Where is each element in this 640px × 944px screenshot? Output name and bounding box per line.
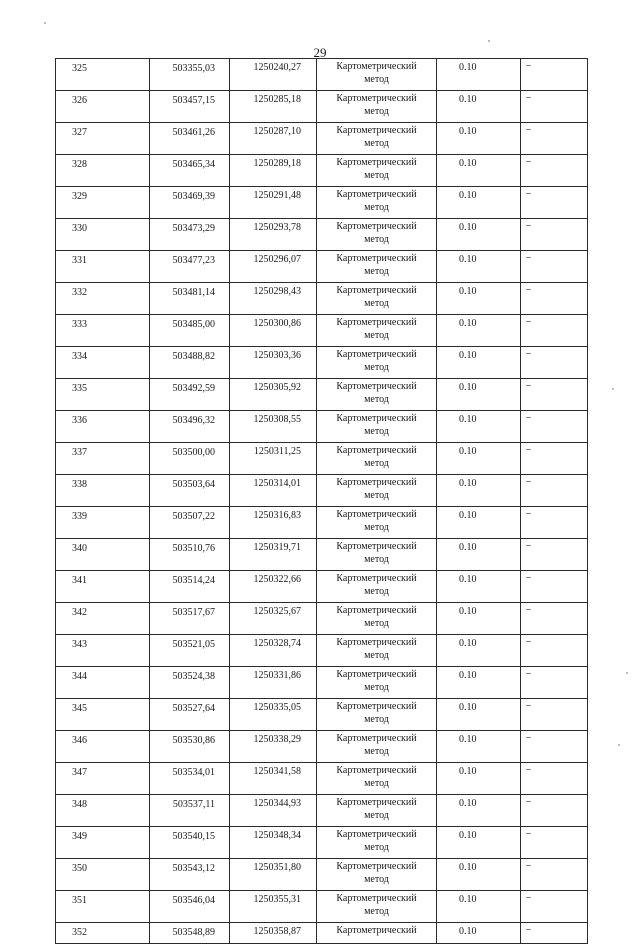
method-cell (317, 155, 437, 187)
coordinate-x: 503492,59 (150, 379, 230, 411)
point-number: 325 (56, 59, 150, 91)
description-dash: – (521, 91, 588, 123)
tolerance-value: 0.10 (437, 891, 521, 923)
coordinates-table (55, 58, 588, 944)
table-row (56, 187, 588, 219)
coordinate-y: 1250335,05 (230, 699, 317, 731)
coordinate-x: 503457,15 (150, 91, 230, 123)
coordinate-y: 1250348,34 (230, 827, 317, 859)
table-row (56, 475, 588, 507)
coordinate-x: 503477,23 (150, 251, 230, 283)
coordinate-y: 1250293,78 (230, 219, 317, 251)
point-number: 337 (56, 443, 150, 475)
coordinate-y: 1250314,01 (230, 475, 317, 507)
table-row (56, 411, 588, 443)
coordinate-y: 1250331,86 (230, 667, 317, 699)
coordinate-y: 1250322,66 (230, 571, 317, 603)
point-number: 335 (56, 379, 150, 411)
table-row (56, 347, 588, 379)
scan-speck (626, 672, 628, 674)
method-line-1: Картометрический (336, 573, 417, 584)
description-dash: – (521, 795, 588, 827)
coordinate-y: 1250355,31 (230, 891, 317, 923)
tolerance-value: 0.10 (437, 795, 521, 827)
tolerance-value: 0.10 (437, 539, 521, 571)
method-line-1: Картометрический (336, 253, 417, 264)
coordinate-y: 1250338,29 (230, 731, 317, 763)
method-cell (317, 507, 437, 539)
method-line-2: метод (364, 906, 389, 917)
description-dash: – (521, 859, 588, 891)
method-line-1: Картометрический (336, 733, 417, 744)
method-line-1: Картометрический (336, 445, 417, 456)
coordinate-y: 1250344,93 (230, 795, 317, 827)
method-line-2: метод (364, 778, 389, 789)
point-number: 347 (56, 763, 150, 795)
coordinate-y: 1250351,80 (230, 859, 317, 891)
method-cell (317, 379, 437, 411)
method-line-2: метод (364, 426, 389, 437)
coordinate-y: 1250305,92 (230, 379, 317, 411)
method-line-2: метод (364, 842, 389, 853)
method-line-1: Картометрический (336, 189, 417, 200)
description-dash: – (521, 763, 588, 795)
coordinate-y: 1250289,18 (230, 155, 317, 187)
description-dash: – (521, 731, 588, 763)
point-number: 331 (56, 251, 150, 283)
table-row (56, 667, 588, 699)
point-number: 349 (56, 827, 150, 859)
point-number: 339 (56, 507, 150, 539)
coordinate-x: 503548,89 (150, 923, 230, 944)
scan-speck (44, 22, 46, 24)
table-row (56, 283, 588, 315)
method-line-1: Картометрический (336, 157, 417, 168)
page-number: 29 (313, 45, 327, 60)
method-cell (317, 763, 437, 795)
coordinate-y: 1250358,87 (230, 923, 317, 944)
coordinate-x: 503469,39 (150, 187, 230, 219)
method-line-2: метод (364, 490, 389, 501)
point-number: 350 (56, 859, 150, 891)
method-line-1: Картометрический (336, 605, 417, 616)
method-line-2: метод (364, 714, 389, 725)
tolerance-value: 0.10 (437, 859, 521, 891)
coordinate-x: 503496,32 (150, 411, 230, 443)
coordinate-y: 1250311,25 (230, 443, 317, 475)
method-cell (317, 411, 437, 443)
point-number: 341 (56, 571, 150, 603)
scan-speck (612, 388, 614, 390)
tolerance-value: 0.10 (437, 635, 521, 667)
method-cell (317, 731, 437, 763)
method-cell (317, 251, 437, 283)
coordinate-x: 503521,05 (150, 635, 230, 667)
description-dash: – (521, 539, 588, 571)
coordinate-y: 1250240,27 (230, 59, 317, 91)
method-line-1: Картометрический (336, 637, 417, 648)
tolerance-value: 0.10 (437, 571, 521, 603)
method-line-2: метод (364, 138, 389, 149)
coordinate-y: 1250300,86 (230, 315, 317, 347)
coordinate-x: 503537,11 (150, 795, 230, 827)
table-row (56, 763, 588, 795)
method-line-1: Картометрический (336, 893, 417, 904)
coordinate-x: 503507,22 (150, 507, 230, 539)
point-number: 346 (56, 731, 150, 763)
description-dash: – (521, 507, 588, 539)
description-dash: – (521, 891, 588, 923)
point-number: 336 (56, 411, 150, 443)
method-line-2: метод (364, 298, 389, 309)
method-line-2: метод (364, 106, 389, 117)
point-number: 342 (56, 603, 150, 635)
point-number: 351 (56, 891, 150, 923)
description-dash: – (521, 475, 588, 507)
method-line-2: метод (364, 554, 389, 565)
description-dash: – (521, 219, 588, 251)
description-dash: – (521, 603, 588, 635)
method-line-1: Картометрический (336, 221, 417, 232)
scan-speck (618, 744, 620, 746)
method-cell (317, 923, 437, 944)
method-line-2: метод (364, 74, 389, 85)
description-dash: – (521, 699, 588, 731)
description-dash: – (521, 635, 588, 667)
table-row (56, 251, 588, 283)
description-dash: – (521, 315, 588, 347)
method-cell (317, 347, 437, 379)
point-number: 330 (56, 219, 150, 251)
coordinate-y: 1250287,10 (230, 123, 317, 155)
coordinate-x: 503524,38 (150, 667, 230, 699)
coordinate-x: 503527,64 (150, 699, 230, 731)
coordinate-y: 1250296,07 (230, 251, 317, 283)
method-line-2: метод (364, 522, 389, 533)
tolerance-value: 0.10 (437, 315, 521, 347)
coordinate-x: 503543,12 (150, 859, 230, 891)
tolerance-value: 0.10 (437, 251, 521, 283)
tolerance-value: 0.10 (437, 731, 521, 763)
tolerance-value: 0.10 (437, 187, 521, 219)
tolerance-value: 0.10 (437, 219, 521, 251)
method-line-2: метод (364, 682, 389, 693)
method-cell (317, 635, 437, 667)
tolerance-value: 0.10 (437, 507, 521, 539)
tolerance-value: 0.10 (437, 443, 521, 475)
method-line-1: Картометрический (336, 509, 417, 520)
point-number: 345 (56, 699, 150, 731)
table-row (56, 539, 588, 571)
method-line-1: Картометрический (336, 61, 417, 72)
description-dash: – (521, 411, 588, 443)
coordinate-y: 1250319,71 (230, 539, 317, 571)
scan-speck (488, 40, 490, 42)
tolerance-value: 0.10 (437, 475, 521, 507)
method-line-2: метод (364, 202, 389, 213)
tolerance-value: 0.10 (437, 603, 521, 635)
point-number: 334 (56, 347, 150, 379)
tolerance-value: 0.10 (437, 59, 521, 91)
table-row (56, 219, 588, 251)
method-cell (317, 571, 437, 603)
method-line-1: Картометрический (336, 285, 417, 296)
tolerance-value: 0.10 (437, 155, 521, 187)
method-line-1: Картометрический (336, 829, 417, 840)
method-line-1: Картометрический (336, 93, 417, 104)
table-row (56, 379, 588, 411)
point-number: 348 (56, 795, 150, 827)
method-line-2: метод (364, 810, 389, 821)
method-line-2: метод (364, 650, 389, 661)
description-dash: – (521, 923, 588, 944)
method-line-2: метод (364, 170, 389, 181)
description-dash: – (521, 283, 588, 315)
method-line-1: Картометрический (336, 317, 417, 328)
coordinate-x: 503473,29 (150, 219, 230, 251)
coordinate-x: 503355,03 (150, 59, 230, 91)
tolerance-value: 0.10 (437, 827, 521, 859)
point-number: 326 (56, 91, 150, 123)
point-number: 338 (56, 475, 150, 507)
table-row (56, 155, 588, 187)
point-number: 343 (56, 635, 150, 667)
coordinate-x: 503514,24 (150, 571, 230, 603)
method-line-2: метод (364, 394, 389, 405)
table-row (56, 59, 588, 91)
method-cell (317, 827, 437, 859)
description-dash: – (521, 443, 588, 475)
table-row (56, 635, 588, 667)
method-line-1: Картометрический (336, 669, 417, 680)
coordinate-y: 1250285,18 (230, 91, 317, 123)
method-cell (317, 475, 437, 507)
tolerance-value: 0.10 (437, 91, 521, 123)
method-cell (317, 667, 437, 699)
coordinate-y: 1250325,67 (230, 603, 317, 635)
coordinate-x: 503461,26 (150, 123, 230, 155)
coordinate-x: 503530,86 (150, 731, 230, 763)
tolerance-value: 0.10 (437, 123, 521, 155)
description-dash: – (521, 571, 588, 603)
method-cell (317, 443, 437, 475)
description-dash: – (521, 155, 588, 187)
description-dash: – (521, 251, 588, 283)
method-cell (317, 539, 437, 571)
table-row (56, 827, 588, 859)
method-cell (317, 859, 437, 891)
method-line-1: Картометрический (336, 125, 417, 136)
description-dash: – (521, 827, 588, 859)
method-cell (317, 891, 437, 923)
method-line-2: метод (364, 330, 389, 341)
method-line-1: Картометрический (336, 861, 417, 872)
table-row (56, 699, 588, 731)
table-row (56, 891, 588, 923)
method-cell (317, 59, 437, 91)
coordinate-x: 503546,04 (150, 891, 230, 923)
description-dash: – (521, 123, 588, 155)
method-cell (317, 219, 437, 251)
method-cell (317, 603, 437, 635)
coordinate-y: 1250308,55 (230, 411, 317, 443)
table-row (56, 443, 588, 475)
coordinate-x: 503534,01 (150, 763, 230, 795)
tolerance-value: 0.10 (437, 667, 521, 699)
tolerance-value: 0.10 (437, 379, 521, 411)
tolerance-value: 0.10 (437, 411, 521, 443)
method-line-1: Картометрический (336, 765, 417, 776)
point-number: 352 (56, 923, 150, 944)
point-number: 332 (56, 283, 150, 315)
method-line-1: Картометрический (336, 925, 417, 936)
method-line-1: Картометрический (336, 797, 417, 808)
tolerance-value: 0.10 (437, 923, 521, 944)
point-number: 333 (56, 315, 150, 347)
method-cell (317, 795, 437, 827)
point-number: 329 (56, 187, 150, 219)
coordinate-y: 1250298,43 (230, 283, 317, 315)
coordinate-x: 503540,15 (150, 827, 230, 859)
method-line-2: метод (364, 458, 389, 469)
method-line-2: метод (364, 234, 389, 245)
table-row (56, 507, 588, 539)
point-number: 344 (56, 667, 150, 699)
tolerance-value: 0.10 (437, 763, 521, 795)
table-row (56, 923, 588, 944)
coordinate-y: 1250303,36 (230, 347, 317, 379)
method-line-2: метод (364, 586, 389, 597)
coordinate-x: 503503,64 (150, 475, 230, 507)
method-line-1: Картометрический (336, 541, 417, 552)
table-row (56, 603, 588, 635)
description-dash: – (521, 379, 588, 411)
coordinate-x: 503485,00 (150, 315, 230, 347)
table-row (56, 859, 588, 891)
method-line-1: Картометрический (336, 701, 417, 712)
method-cell (317, 187, 437, 219)
coordinate-y: 1250328,74 (230, 635, 317, 667)
coordinate-y: 1250341,58 (230, 763, 317, 795)
description-dash: – (521, 187, 588, 219)
method-line-2: метод (364, 746, 389, 757)
tolerance-value: 0.10 (437, 699, 521, 731)
tolerance-value: 0.10 (437, 283, 521, 315)
description-dash: – (521, 59, 588, 91)
method-line-2: метод (364, 618, 389, 629)
tolerance-value: 0.10 (437, 347, 521, 379)
table-row (56, 731, 588, 763)
table-row (56, 123, 588, 155)
coordinate-x: 503510,76 (150, 539, 230, 571)
coordinate-x: 503517,67 (150, 603, 230, 635)
table-row (56, 571, 588, 603)
point-number: 340 (56, 539, 150, 571)
description-dash: – (521, 667, 588, 699)
coordinate-x: 503488,82 (150, 347, 230, 379)
method-line-1: Картометрический (336, 413, 417, 424)
coordinate-y: 1250291,48 (230, 187, 317, 219)
coordinate-x: 503500,00 (150, 443, 230, 475)
coordinates-table-body (56, 59, 588, 944)
method-line-2: метод (364, 874, 389, 885)
method-line-2: метод (364, 266, 389, 277)
method-cell (317, 283, 437, 315)
method-cell (317, 91, 437, 123)
method-cell (317, 699, 437, 731)
coordinate-y: 1250316,83 (230, 507, 317, 539)
method-line-2: метод (364, 362, 389, 373)
method-line-1: Картометрический (336, 381, 417, 392)
table-row (56, 315, 588, 347)
table-row (56, 91, 588, 123)
point-number: 328 (56, 155, 150, 187)
coordinate-x: 503465,34 (150, 155, 230, 187)
description-dash: – (521, 347, 588, 379)
method-cell (317, 315, 437, 347)
method-cell (317, 123, 437, 155)
point-number: 327 (56, 123, 150, 155)
method-line-1: Картометрический (336, 477, 417, 488)
table-row (56, 795, 588, 827)
method-line-1: Картометрический (336, 349, 417, 360)
coordinate-x: 503481,14 (150, 283, 230, 315)
